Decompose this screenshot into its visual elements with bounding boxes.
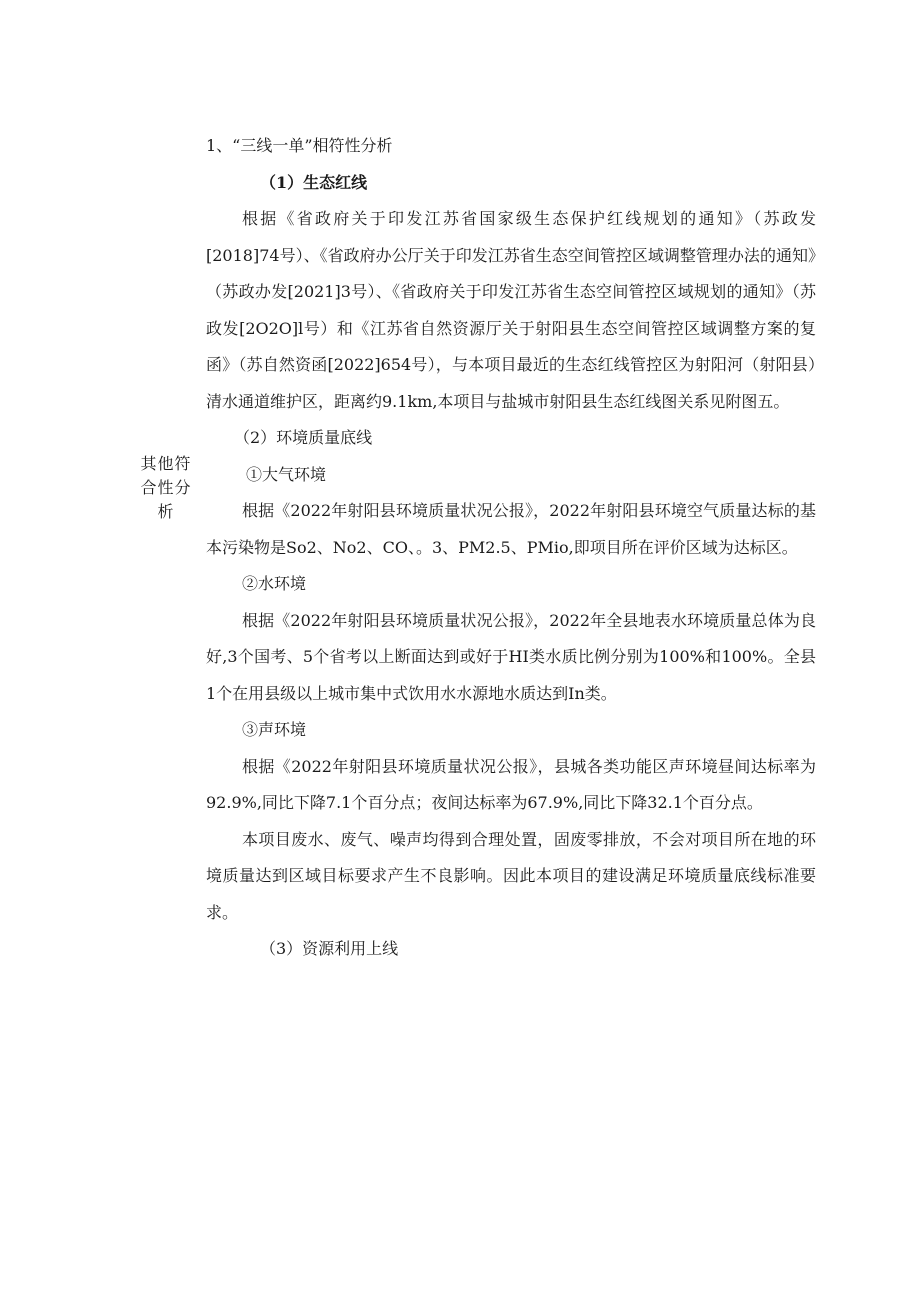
section1-paragraph: 根据《省政府关于印发江苏省国家级生态保护红线规划的通知》（苏政发[2018]74号）、《省政府办公厅关于印发江苏省生态空间管控区域调整管理办法的通知》（苏政办发[2021]3号）、《省政府关于印发江苏省生态空间管控区域规划的通知》（苏政发[2O2O]l号）和《江苏省自然资源厅关于射阳县生态空间管控区域调整方案的复函》（苏自然资函[2022]654号），与本项目最近的生态红线管控区为射阳河（射阳县）清水通道维护区，距离约9.1km,本项目与盐城市射阳县生态红线图关系见附图五。 [206,209,816,411]
section3-title: （3）资源利用上线 [260,939,399,958]
water-title: ②水环境 [242,574,307,593]
section2-title: （2）环境质量底线 [234,428,373,447]
side-category-label: 其他符合性分析 [140,454,192,521]
noise-title: ③声环境 [242,720,307,739]
noise-paragraph: 根据《2022年射阳县环境质量状况公报》，县城各类功能区声环境昼间达标率为92.9%,同比下降7.1个百分点；夜间达标率为67.9%,同比下降32.1个百分点。 [206,756,816,812]
water-paragraph: 根据《2022年射阳县环境质量状况公报》，2022年全县地表水环境质量总体为良好,3个国考、5个省考以上断面达到或好于HI类水质比例分别为100%和100%。全县1个在用县级以上城市集中式饮用水水源地水质达到In类。 [206,610,816,703]
air-title: ①大气环境 [246,464,327,484]
section1-title: （1）生态红线 [260,172,368,192]
air-paragraph: 根据《2022年射阳县环境质量状况公报》，2022年射阳县环境空气质量达标的基本污染物是So2、No2、CO、。3、PM2.5、PMio,即项目所在评价区域为达标区。 [206,501,816,557]
conclusion-paragraph: 本项目废水、废气、噪声均得到合理处置，固废零排放，不会对项目所在地的环境质量达到区域目标要求产生不良影响。因此本项目的建设满足环境质量底线标准要求。 [206,829,816,922]
document-body [206,128,816,968]
section-heading: 1、“三线一单”相符性分析 [206,136,393,155]
